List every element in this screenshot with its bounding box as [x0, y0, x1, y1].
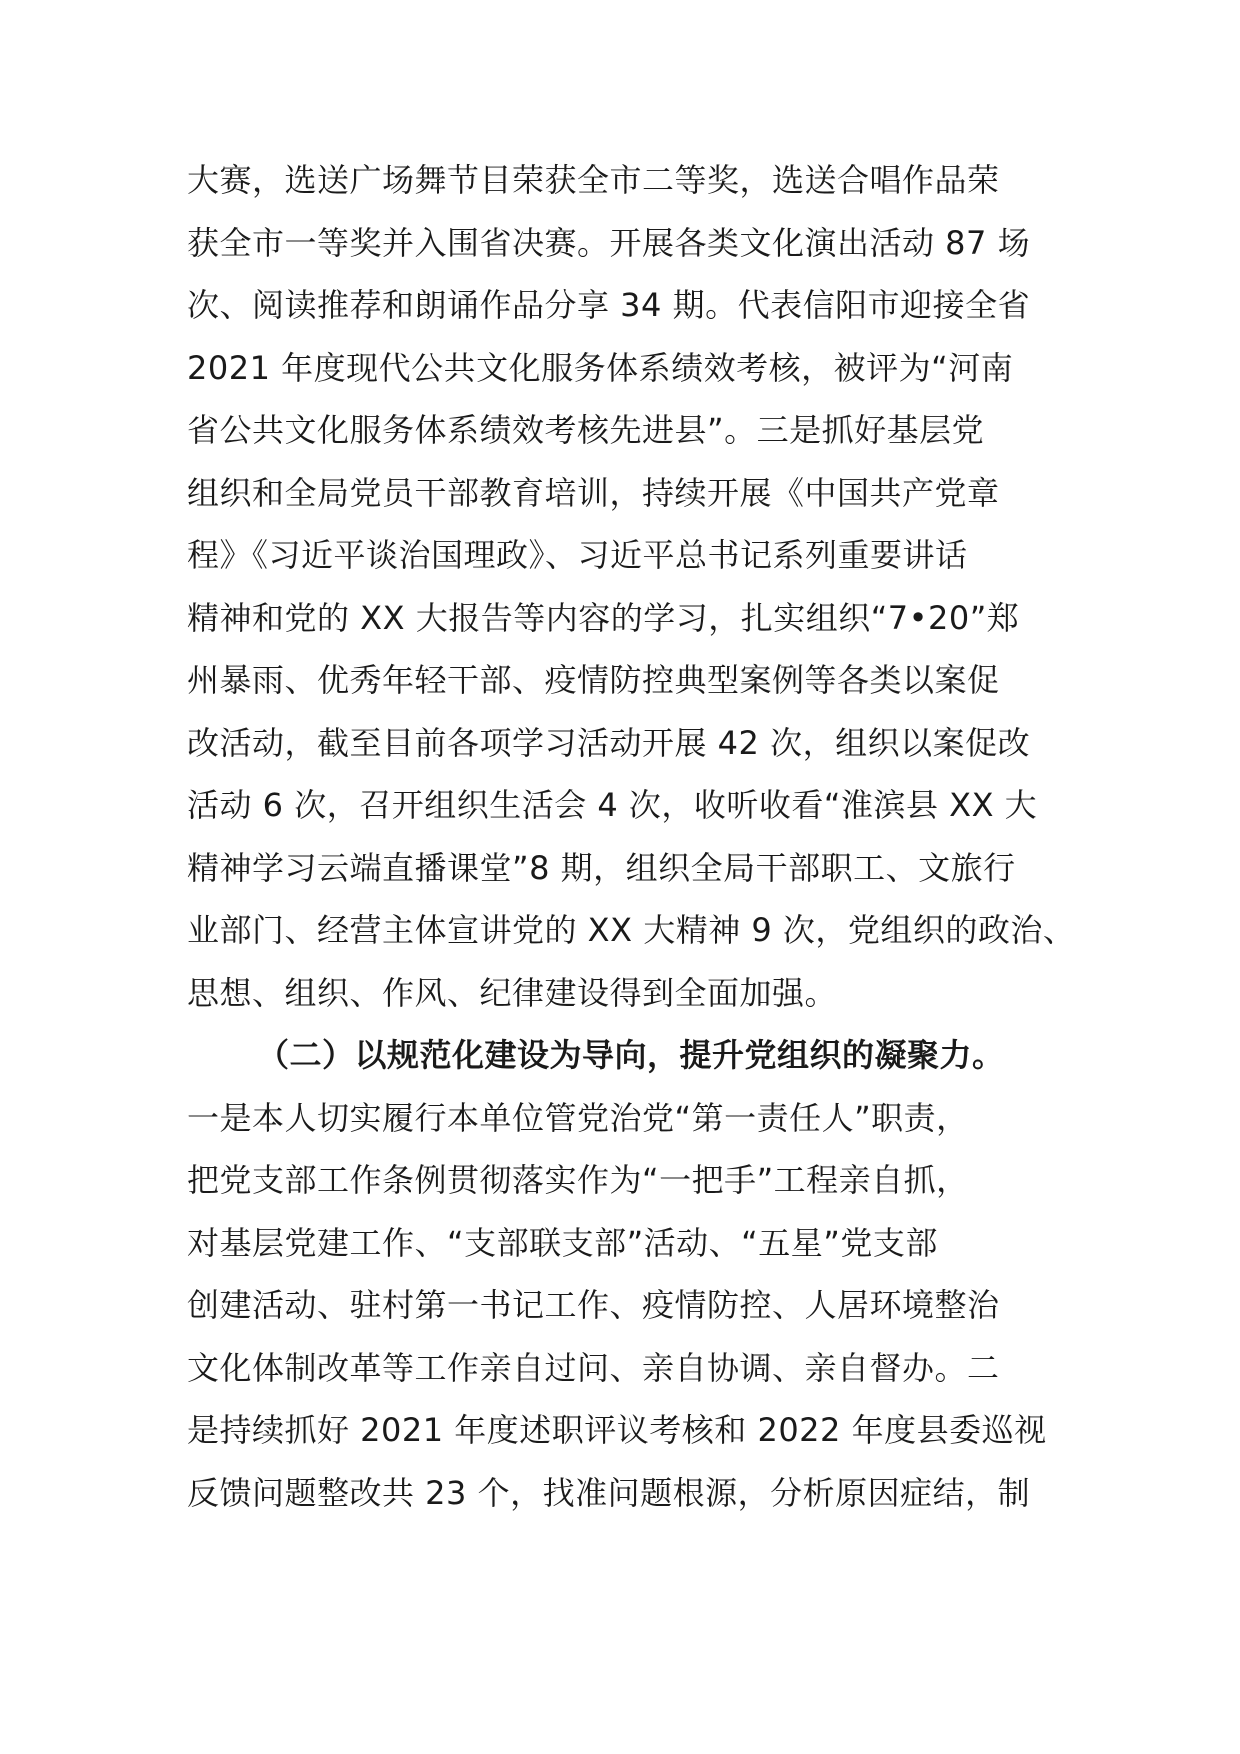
paragraph-line: 思想、组织、作风、纪律建设得到全面加强。 [187, 974, 838, 1012]
paragraph-line: 获全市一等奖并入围省决赛。开展各类文化演出活动 87 场 [187, 224, 1031, 262]
paragraph-line: 活动 6 次，召开组织生活会 4 次，收听收看“淮滨县 XX 大 [187, 786, 1038, 824]
paragraph-line: 省公共文化服务体系绩效考核先进县”。三是抓好基层党 [187, 411, 985, 449]
paragraph-line: 精神学习云端直播课堂”8 期，组织全局干部职工、文旅行 [187, 849, 1016, 887]
paragraph-line: 改活动，截至目前各项学习活动开展 42 次，组织以案促改 [187, 724, 1031, 762]
paragraph-line: 是持续抓好 2021 年度述职评议考核和 2022 年度县委巡视 [187, 1411, 1047, 1449]
paragraph-line: 对基层党建工作、“支部联支部”活动、“五星”党支部 [187, 1224, 938, 1262]
paragraph-line: 文化体制改革等工作亲自过问、亲自协调、亲自督办。二 [187, 1349, 1000, 1387]
paragraph-line: 组织和全局党员干部教育培训，持续开展《中国共产党章 [187, 474, 1000, 512]
paragraph-line: 把党支部工作条例贯彻落实作为“一把手”工程亲自抓， [187, 1161, 969, 1199]
paragraph-line: 大赛，选送广场舞节目荣获全市二等奖，选送合唱作品荣 [187, 161, 1000, 199]
paragraph-line: 精神和党的 XX 大报告等内容的学习，扎实组织“7•20”郑 [187, 599, 1020, 637]
section-heading: （二）以规范化建设为导向，提升党组织的凝聚力。 [257, 1036, 1005, 1074]
paragraph-line: 州暴雨、优秀年轻干部、疫情防控典型案例等各类以案促 [187, 661, 1000, 699]
paragraph-line: 业部门、经营主体宣讲党的 XX 大精神 9 次，党组织的政治、 [187, 911, 1076, 949]
paragraph-line: 一是本人切实履行本单位管党治党“第一责任人”职责， [187, 1099, 969, 1137]
paragraph-line: 2021 年度现代公共文化服务体系绩效考核，被评为“河南 [187, 349, 1014, 387]
paragraph-line: 程》《习近平谈治国理政》、习近平总书记系列重要讲话 [187, 536, 968, 574]
paragraph-line: 反馈问题整改共 23 个，找准问题根源，分析原因症结，制 [187, 1474, 1031, 1512]
paragraph-line: 次、阅读推荐和朗诵作品分享 34 期。代表信阳市迎接全省 [187, 286, 1031, 324]
paragraph-line: 创建活动、驻村第一书记工作、疫情防控、人居环境整治 [187, 1286, 1000, 1324]
